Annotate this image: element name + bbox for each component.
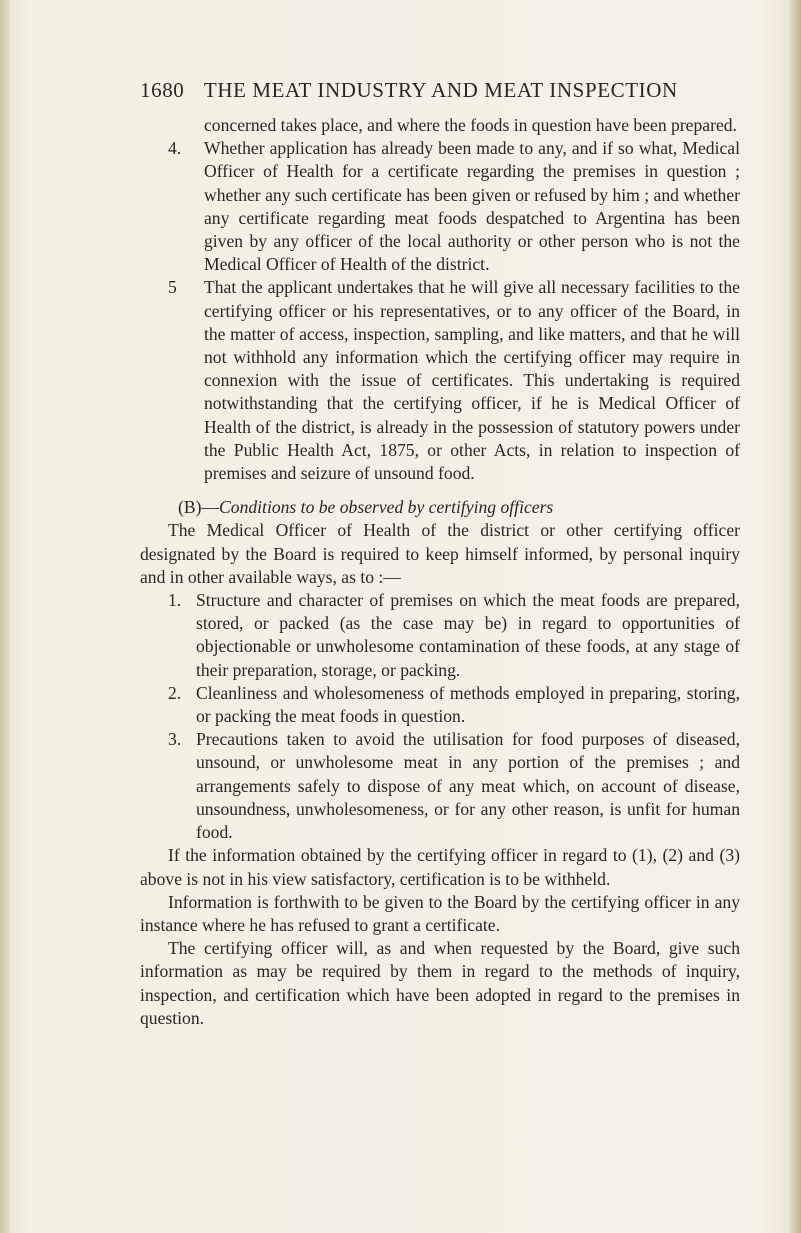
section-dash: —: [201, 497, 220, 518]
running-header: [140, 78, 700, 103]
binding-edge: [0, 0, 10, 1233]
item-number: 2.: [168, 682, 182, 703]
item-number: 5: [168, 277, 177, 298]
running-title: THE MEAT INDUSTRY AND MEAT INSPECTION: [203, 78, 678, 102]
list-item: [140, 728, 740, 844]
item-text: Cleanliness and wholesomeness of methods employed in preparing, storing, or packing the meat foods in question.: [196, 682, 740, 727]
item-text: Whether application has already been made to any, and if so what, Medical Officer of Health for a certificate regarding the premises in question ; whether any such certificate has been given or refused by him ; and whether any certificate regarding meat foods despatched to Argentina has been given by any officer of the local authority or other person who is not the Medical Officer of Health of the district.: [204, 138, 740, 275]
intro-paragraph: The Medical Officer of Health of the district or other certifying officer designated by the Board is required to keep himself informed, by personal inquiry and in other available ways, as to :—: [140, 520, 740, 587]
closing-paragraph: Information is forthwith to be given to the Board by the certifying officer in any instance where he has refused to grant a certificate.: [140, 891, 740, 935]
item-number: 3.: [168, 729, 182, 750]
item-number: 4.: [168, 138, 182, 159]
page-edge: [789, 0, 801, 1233]
section-heading: [140, 496, 740, 519]
list-item: [140, 682, 740, 728]
item-text: Structure and character of premises on which the meat foods are prepared, stored, or packed (as the case may be) in regard to opportunities of objectionable or unwholesome contamination of these foods, at any stage of their preparation, storage, or packing.: [196, 590, 740, 680]
closing-paragraph: If the information obtained by the certifying officer in regard to (1), (2) and (3) above is not in his view satisfactory, certification is to be withheld.: [140, 845, 740, 889]
section-letter: (B): [178, 497, 202, 518]
list-item: [140, 137, 740, 276]
page-body: [140, 114, 740, 1030]
item-text: That the applicant undertakes that he will give all necessary facilities to the certifying officer or his representatives, or to any officer of the Board, in the matter of access, inspection, sampling, and like matters, and that he will not withhold any information which the certifying officer may require in connexion with the issue of certificates. This undertaking is required notwithstanding that the certifying officer, if he is Medical Officer of Health of the district, is already in the possession of statutory powers under the Public Health Act, 1875, or other Acts, in relation to inspection of premises and seizure of unsound food.: [204, 277, 740, 484]
continuation-text: concerned takes place, and where the foods in question have been prepared.: [204, 115, 737, 135]
page-number: 1680: [140, 78, 185, 102]
section-title: Conditions to be observed by certifying officers: [219, 497, 554, 518]
item-text: Precautions taken to avoid the utilisation for food purposes of diseased, unsound, or unwholesome meat in any portion of the premises ; and arrangements safely to dispose of any meat which, on account of disease, unsoundness, unwholesomeness, or for any other reason, is unfit for human food.: [196, 729, 740, 843]
closing-paragraph: The certifying officer will, as and when requested by the Board, give such information as may be required by them in regard to the methods of inquiry, inspection, and certification which have been adopted in regard to the premises in question.: [140, 938, 740, 1028]
item-number: 1.: [168, 590, 182, 611]
list-item: [140, 276, 740, 485]
list-item: [140, 589, 740, 682]
